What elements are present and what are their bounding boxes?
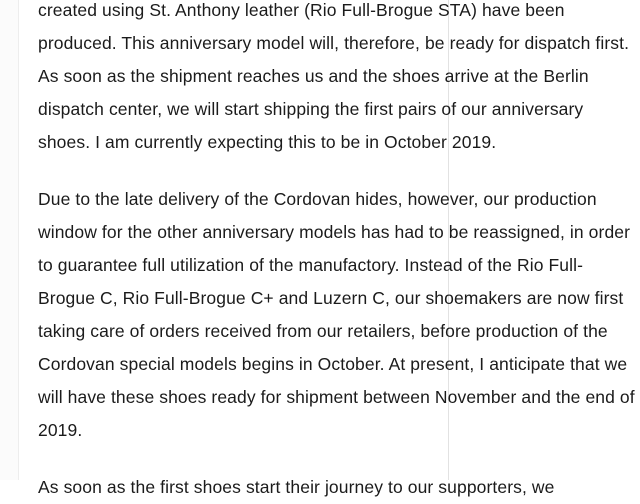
document-body <box>38 0 638 497</box>
paragraph: Due to the late delivery of the Cordovan hides, however, our production window for the other anniversary models has had to be reassigned, in order to guarantee full utilization of the manufactory. Instead of the Rio Full-Brogue C, Rio Full-Brogue C+ and Luzern C, our shoemakers are now first taking care of orders received from our retailers, before production of the Cordovan special models begins in October. At present, I anticipate that we will have these shoes ready for shipment between November and the end of 2019. <box>38 189 635 440</box>
page-left-margin <box>0 0 19 480</box>
paragraph: created using St. Anthony leather (Rio Full-Brogue STA) have been produced. This anniversary model will, therefore, be ready for dispatch first. As soon as the shipment reaches us and the shoes arrive at the Berlin dispatch center, we will start shipping the first pairs of our anniversary shoes. I am currently expecting this to be in October 2019. <box>38 0 630 152</box>
paragraph: As soon as the first shoes start their journey to our supporters, we <box>38 477 555 497</box>
